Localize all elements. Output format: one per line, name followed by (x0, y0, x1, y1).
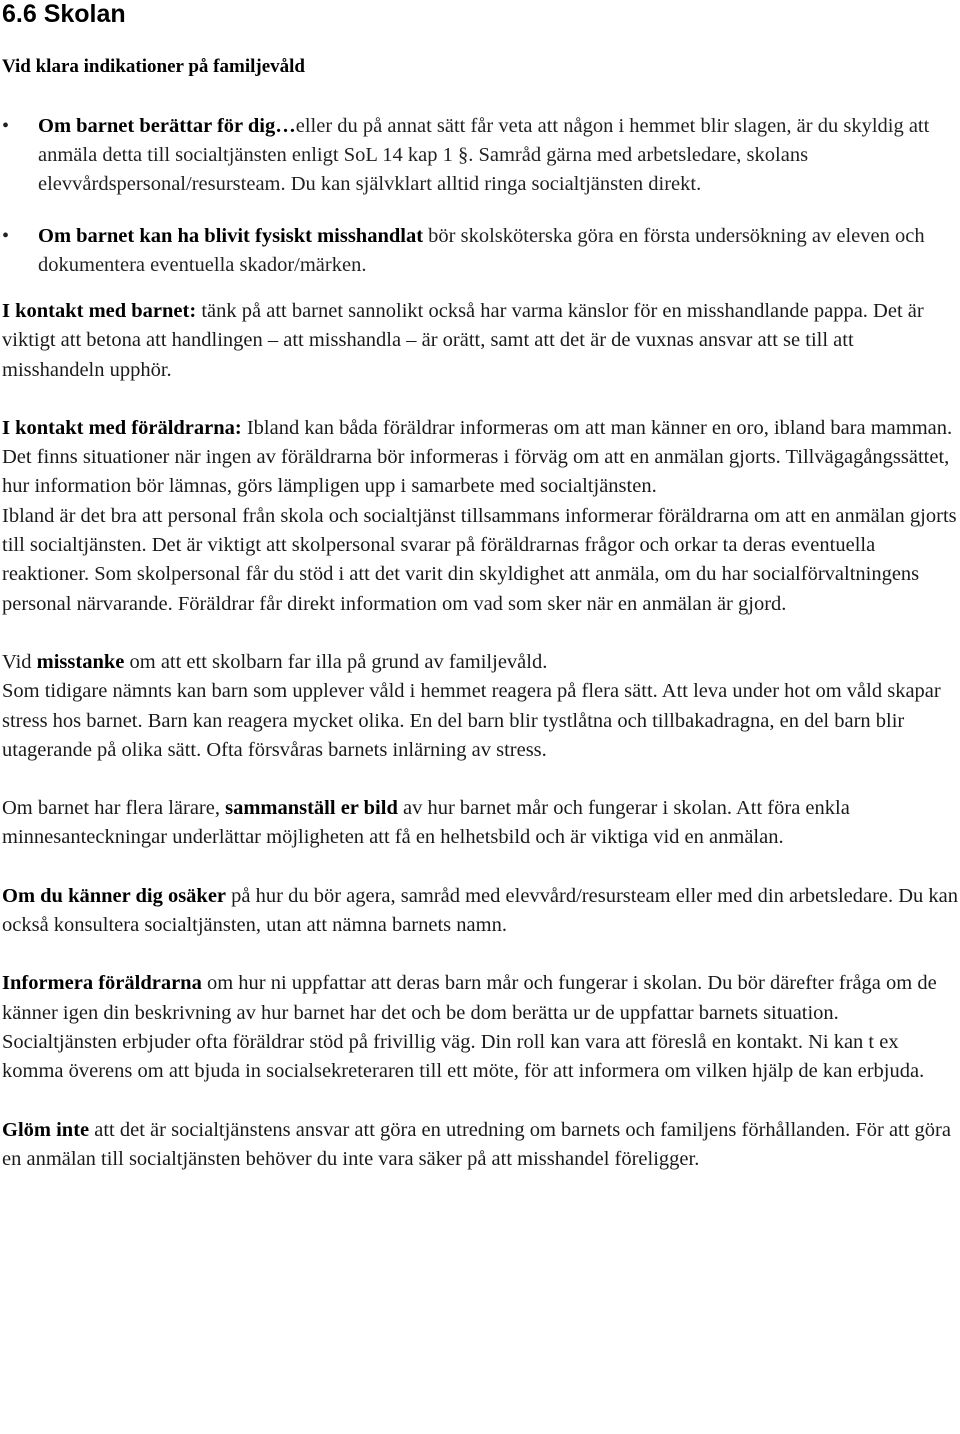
bullet-lead: Om barnet berättar för dig… (38, 115, 296, 137)
paragraph-unsure (2, 882, 960, 941)
bullet-dot-icon: • (2, 225, 10, 247)
paragraph-suspicion: Som tidigare nämnts kan barn som upplever våld i hemmet reagera på flera sätt. Att leva under hot om våld skapar stress hos barnet. Barn kan reagera mycket olika. En del barn blir tystlåtna och tillbakadragna, en del barn blir utagerande på olika sätt. Ofta försvåras barnets inlärning av stress. (2, 680, 941, 761)
bullet-lead: Om barnet kan ha blivit fysiskt misshandlat (38, 225, 424, 247)
paragraph-forget (2, 1116, 960, 1175)
paragraph-support: Socialtjänsten erbjuder ofta föräldrar stöd på frivillig väg. Din roll kan vara att föreslå en kontakt. Ni kan t ex komma överens om att bjuda in socialsekreteraren till ett möte, för att informera om vilken hjälp de kan erbjuda. (2, 1030, 925, 1083)
paragraph-text: Vid (2, 650, 37, 673)
paragraph-lead: I kontakt med föräldrarna: (2, 416, 242, 439)
paragraph-text: Ibland kan båda föräldrar informeras om att man känner en oro, ibland bara mamman. Det finns situationer när ingen av föräldrarna bör informeras i förväg om att en anmälan gjorts. Tillvägagångssättet, hur information bör lämnas, görs lämpligen upp i samarbete med socialtjänsten. (2, 416, 953, 498)
paragraph-lead: Glöm inte (2, 1118, 90, 1141)
section-subtitle: Vid klara indikationer på familjevåld (2, 56, 305, 77)
paragraph-text: tänk på att barnet sannolikt också har varma känslor för en misshandlande pappa. Det är viktigt att betona att handlingen – att misshandla – är orätt, samt att det är de vuxnas ansvar att se till att misshandeln upphör. (2, 300, 924, 381)
paragraph-text: om att ett skolbarn far illa på grund av familjevåld. (124, 650, 548, 673)
paragraph-inform-parents (2, 969, 960, 1028)
bullet-dot-icon: • (2, 115, 10, 137)
paragraph-text: av hur barnet mår och fungerar i skolan. Att föra enkla minnesanteckningar underlättar möjligheten att få en helhetsbild och är viktiga vid en anmälan. (2, 797, 850, 849)
section-title: 6.6 Skolan (2, 0, 126, 28)
paragraph-text: att det är socialtjänstens ansvar att göra en utredning om barnets och familjens förhållanden. För att göra en anmälan till socialtjänsten behöver du inte vara säker på att misshandel föreligger. (2, 1118, 951, 1170)
paragraph-lead: Om du känner dig osäker (2, 884, 227, 907)
paragraph-lead: I kontakt med barnet: (2, 300, 197, 322)
paragraph-contact-parents (2, 414, 960, 502)
paragraph-suspicion-heading (2, 648, 960, 677)
bullet-item (2, 112, 960, 199)
paragraph-lead: Informera föräldrarna (2, 972, 202, 995)
paragraph-lead: misstanke (36, 650, 125, 673)
paragraph-teachers (2, 794, 960, 853)
bullet-item (2, 222, 960, 280)
paragraph-text: Om barnet har flera lärare, (2, 797, 226, 820)
bullet-text: bör skolsköterska göra en första undersökning av eleven och dokumentera eventuella skador/märken. (38, 225, 925, 276)
bullet-list (2, 112, 960, 280)
paragraph-together: Ibland är det bra att personal från skola och socialtjänst tillsammans informerar föräldrarna om att en anmälan gjorts till socialtjänsten. Det är viktigt att skolpersonal svarar på föräldrarnas frågor och orkar ta deras eventuella reaktioner. Som skolpersonal får du stöd i att det varit din skyldighet att anmäla, om du har socialförvaltningens personal närvarande. Föräldrar får direkt information om vad som sker när en anmälan är gjord. (2, 504, 957, 615)
paragraph-text: på hur du bör agera, samråd med elevvård/resursteam eller med din arbetsledare. Du kan också konsultera socialtjänsten, utan att nämna barnets namn. (2, 884, 959, 937)
paragraph-text: om hur ni uppfattar att deras barn mår och fungerar i skolan. Du bör därefter fråga om de känner igen din beskrivning av hur barnet har det och be dom berätta ur de uppfattar barnets situation. (2, 972, 937, 1024)
bullet-text: eller du på annat sätt får veta att någon i hemmet blir slagen, är du skyldig att anmäla detta till socialtjänsten enligt SoL 14 kap 1 §. Samråd gärna med arbetsledare, skolans elevvårdspersonal/resursteam. Du kan självklart alltid ringa socialtjänsten direkt. (38, 115, 930, 195)
paragraph-contact-child (2, 297, 960, 385)
paragraph-lead: sammanställ er bild (225, 797, 398, 820)
